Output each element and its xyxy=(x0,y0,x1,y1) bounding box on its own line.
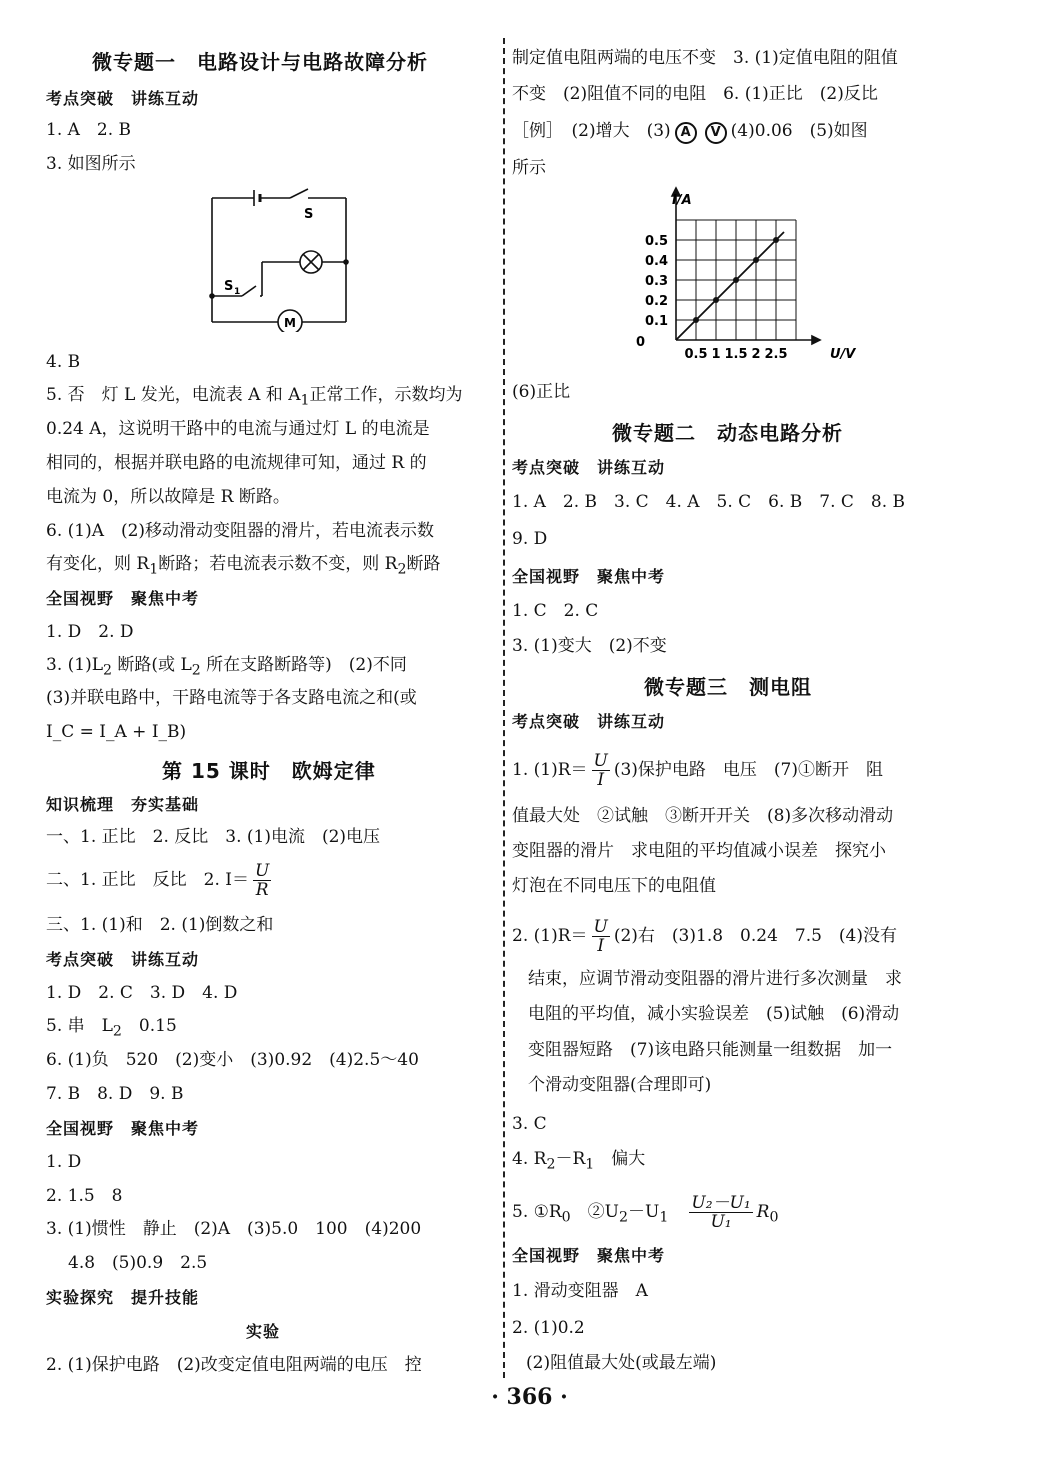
answer-line: 5. 否 灯 L 发光，电流表 A 和 $A_1$正常工作，示数均为 xyxy=(46,385,463,409)
answer-line: 所示 xyxy=(512,158,546,178)
answer-line: 电阻的平均值，减小实验误差 (5)试触 (6)滑动 xyxy=(528,1004,900,1024)
x-tick-label: 1.5 xyxy=(724,347,748,362)
answer-line: ［例］ (2)增大 (3) A V (4)0.06 (5)如图 xyxy=(512,119,868,144)
answer-line: 1. 滑动变阻器 A xyxy=(512,1281,648,1301)
switch-s1-label: S xyxy=(224,279,234,294)
y-tick-label: 0.3 xyxy=(644,274,668,289)
answer-line: 7. B 8. D 9. B xyxy=(46,1084,184,1104)
answer-line: 3. (1)变大 (2)不变 xyxy=(512,636,667,656)
y-axis-title: I/A xyxy=(672,193,692,208)
answer-line: 变阻器的滑片 求电阻的平均值减小误差 探究小 xyxy=(512,841,886,861)
x-tick-label: 1 xyxy=(711,347,721,362)
section-title-4: 微专题三 测电阻 xyxy=(644,675,812,699)
x-tick-label: 2 xyxy=(751,347,761,362)
subheading: 全国视野 聚焦中考 xyxy=(512,567,666,586)
junction-dot xyxy=(343,259,349,265)
section-title-1: 微专题一 电路设计与电路故障分析 xyxy=(92,50,428,74)
junction-dot xyxy=(209,293,215,299)
x-axis-arrow xyxy=(812,336,820,344)
answer-line: 灯泡在不同电压下的电阻值 xyxy=(512,876,716,896)
answer-line: 0.24 A，这说明干路中的电流与通过灯 L 的电流是 xyxy=(46,419,430,439)
answer-line: 制定值电阻两端的电压不变 3. (1)定值电阻的阻值 xyxy=(512,48,898,68)
y-tick-label: 0.4 xyxy=(644,254,668,269)
circuit-diagram xyxy=(204,186,354,332)
iv-graph xyxy=(630,186,870,364)
switch-s1-sub: 1 xyxy=(234,287,241,297)
x-axis-title: U/V xyxy=(830,347,856,362)
subheading: 知识梳理 夯实基础 xyxy=(46,795,200,814)
answer-line: 二、1. 正比 反比 2. I＝ $\frac{U}{R}$ xyxy=(46,861,270,900)
answer-line: 9. D xyxy=(512,529,548,549)
subheading: 实验探究 提升技能 xyxy=(46,1288,200,1307)
motor-label: M xyxy=(284,316,296,330)
answer-line: 1. D 2. C 3. D 4. D xyxy=(46,983,238,1003)
answer-line: 2. (1)保护电路 (2)改变定值电阻两端的电压 控 xyxy=(46,1355,422,1375)
subheading: 考点突破 讲练互动 xyxy=(512,712,666,731)
answer-line: 1. A 2. B xyxy=(46,120,132,140)
answer-line: 三、1. (1)和 2. (1)倒数之和 xyxy=(46,915,274,935)
answer-line: 4.8 (5)0.9 2.5 xyxy=(68,1253,208,1273)
answer-line: 6. (1)负 520 (2)变小 (3)0.92 (4)2.5～40 xyxy=(46,1050,419,1070)
answer-line: (6)正比 xyxy=(512,382,571,402)
column-divider xyxy=(503,38,505,1378)
data-point xyxy=(753,257,759,263)
data-point xyxy=(713,297,719,303)
origin-label: 0 xyxy=(636,335,646,350)
subheading: 全国视野 聚焦中考 xyxy=(512,1246,666,1265)
switch-s-label: S xyxy=(304,207,314,222)
answer-line: 1. A 2. B 3. C 4. A 5. C 6. B 7. C 8. B xyxy=(512,492,906,512)
answer-line: 值最大处 ②试触 ③断开开关 (8)多次移动滑动 xyxy=(512,806,894,826)
answer-line: 3. (1)惯性 静止 (2)A (3)5.0 100 (4)200 xyxy=(46,1219,422,1239)
section-title-3: 微专题二 动态电路分析 xyxy=(612,421,843,445)
ammeter-symbol: A xyxy=(675,122,697,144)
answer-line: 3. $(1)L_2$ 断路(或 $L_2$ 所在支路断路等) (2)不同 xyxy=(46,655,407,679)
answer-line: (3)并联电路中，干路电流等于各支路电流之和(或 xyxy=(46,688,417,708)
subheading: 全国视野 聚焦中考 xyxy=(46,589,200,608)
answer-line: 相同的，根据并联电路的电流规律可知，通过 R 的 xyxy=(46,453,427,473)
answer-line: 4. $R_2-R_1$ 偏大 xyxy=(512,1149,646,1173)
subheading: 考点突破 讲练互动 xyxy=(512,458,666,477)
voltmeter-symbol: V xyxy=(705,122,727,144)
page-number: · 366 · xyxy=(491,1384,568,1410)
answer-line: 不变 (2)阻值不同的电阻 6. (1)正比 (2)反比 xyxy=(512,84,878,104)
series-line xyxy=(676,232,784,340)
answer-line: 5. $①R_0$ $②U_2-U_1$ $\frac{\text{U₂－U₁}}{\text{U₁}}$ $R_0$ xyxy=(512,1193,779,1232)
answer-line: 2. (1)R＝ $\frac{U}{I}$ (2)右 (3)1.8 0.24 7.5 (4)没有 xyxy=(512,917,898,956)
answer-line: 6. (1)A (2)移动滑动变阻器的滑片，若电流表示数 xyxy=(46,521,435,541)
answer-line: 1. D 2. D xyxy=(46,622,134,642)
x-tick-label: 0.5 xyxy=(684,347,708,362)
section-title-2: 第 15 课时 欧姆定律 xyxy=(162,759,376,783)
answer-line: 一、1. 正比 2. 反比 3. (1)电流 (2)电压 xyxy=(46,827,381,847)
answer-line: 1. C 2. C xyxy=(512,601,599,621)
subheading: 全国视野 聚焦中考 xyxy=(46,1119,200,1138)
answer-line: 个滑动变阻器(合理即可) xyxy=(528,1075,712,1095)
data-point xyxy=(773,237,779,243)
x-tick-label: 2.5 xyxy=(764,347,788,362)
y-tick-label: 0.5 xyxy=(644,234,668,249)
subheading: 考点突破 讲练互动 xyxy=(46,950,200,969)
answer-line: 电流为 0，所以故障是 R 断路。 xyxy=(46,487,290,507)
answer-line: 1. D xyxy=(46,1152,82,1172)
data-point xyxy=(693,317,699,323)
answer-line: I_C = I_A + I_B) xyxy=(46,722,187,742)
experiment-heading: 实验 xyxy=(246,1322,281,1341)
answer-line: 2. 1.5 8 xyxy=(46,1186,123,1206)
data-point xyxy=(733,277,739,283)
answer-line: 1. (1)R＝ $\frac{U}{I}$ (3)保护电路 电压 (7)①断开 阻 xyxy=(512,751,884,790)
answer-line: 变阻器短路 (7)该电路只能测量一组数据 加一 xyxy=(528,1040,893,1060)
answer-line: 3. C xyxy=(512,1114,547,1134)
answer-line: 结束，应调节滑动变阻器的滑片进行多次测量 求 xyxy=(528,969,902,989)
answer-line: 有变化，则 $R_1$断路；若电流表示数不变，则 $R_2$断路 xyxy=(46,554,441,578)
answer-line: 2. (1)0.2 xyxy=(512,1318,585,1338)
answer-line: 4. B xyxy=(46,352,81,372)
answer-line: (2)阻值最大处(或最左端) xyxy=(526,1353,717,1373)
subheading: 考点突破 讲练互动 xyxy=(46,89,200,108)
y-tick-label: 0.1 xyxy=(644,314,668,329)
answer-line: 3. 如图所示 xyxy=(46,154,136,174)
y-tick-label: 0.2 xyxy=(644,294,668,309)
answer-line: 5. 串 $L_2$ 0.15 xyxy=(46,1016,177,1040)
